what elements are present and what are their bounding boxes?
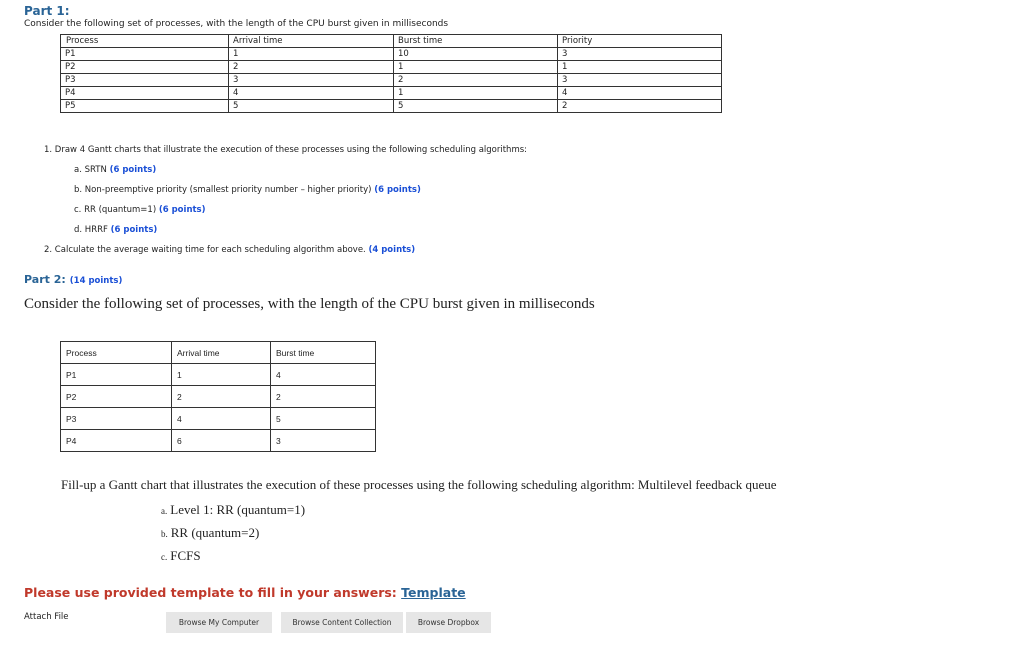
table-cell: P1 — [61, 364, 172, 386]
part1-process-table — [60, 34, 722, 113]
question-1a-points: (6 points) — [109, 165, 157, 175]
table-header-cell: Process — [61, 342, 172, 364]
browse-content-collection-button[interactable]: Browse Content Collection — [281, 612, 403, 633]
question-1: 1. Draw 4 Gantt charts that illustrate the execution of these processes using the following scheduling algorithms: — [44, 145, 528, 155]
table-cell: 1 — [558, 61, 722, 74]
table-header-row — [61, 35, 722, 48]
table-header-cell: Priority — [558, 35, 722, 48]
part2-title — [24, 273, 122, 286]
table-cell: 1 — [172, 364, 271, 386]
table-row — [61, 408, 376, 430]
table-cell: P5 — [61, 100, 229, 113]
table-cell: 2 — [172, 386, 271, 408]
level-text: Level 1: RR (quantum=1) — [170, 502, 306, 517]
table-cell: 5 — [394, 100, 558, 113]
table-cell: P3 — [61, 408, 172, 430]
table-cell: 1 — [394, 61, 558, 74]
table-header-cell: Arrival time — [229, 35, 394, 48]
template-notice-text: Please use provided template to fill in your answers: — [24, 585, 397, 600]
table-cell: 3 — [229, 74, 394, 87]
browse-dropbox-button[interactable]: Browse Dropbox — [406, 612, 491, 633]
part2-title-text: Part 2: — [24, 273, 66, 286]
table-cell: 3 — [271, 430, 376, 452]
table-cell: P1 — [61, 48, 229, 61]
question-1b-points: (6 points) — [374, 185, 421, 195]
question-1a — [74, 165, 156, 175]
question-1b — [74, 185, 421, 195]
table-cell: 2 — [229, 61, 394, 74]
table-row — [61, 386, 376, 408]
question-1b-label: b. Non-preemptive priority (smallest priority number – higher priority) — [74, 185, 372, 195]
part2-process-table — [60, 341, 376, 452]
question-1c-label: c. RR (quantum=1) — [74, 205, 157, 215]
table-row — [61, 364, 376, 386]
table-row — [61, 74, 722, 87]
table-cell: P3 — [61, 74, 229, 87]
table-row — [61, 61, 722, 74]
question-2-text: 2. Calculate the average waiting time for each scheduling algorithm above. — [44, 245, 366, 255]
level-text: FCFS — [170, 548, 201, 563]
table-cell: 4 — [229, 87, 394, 100]
part2-instruction: Fill-up a Gantt chart that illustrates the execution of these processes using the following scheduling algorithm: Multilevel feedback queue — [61, 477, 777, 492]
question-1d-label: d. HRRF — [74, 225, 108, 235]
template-notice — [24, 585, 466, 600]
table-row — [61, 100, 722, 113]
table-cell: 4 — [172, 408, 271, 430]
table-cell: 5 — [271, 408, 376, 430]
table-header-cell: Arrival time — [172, 342, 271, 364]
question-1d — [74, 225, 157, 235]
table-row — [61, 430, 376, 452]
level-marker: c. — [161, 552, 168, 562]
table-header-cell: Process — [61, 35, 229, 48]
table-cell: 1 — [229, 48, 394, 61]
table-cell: 2 — [271, 386, 376, 408]
level-item-a — [161, 502, 305, 518]
table-cell: 10 — [394, 48, 558, 61]
table-header-cell: Burst time — [271, 342, 376, 364]
part1-intro: Consider the following set of processes, with the length of the CPU burst given in milliseconds — [24, 19, 449, 29]
part2-intro: Consider the following set of processes, with the length of the CPU burst given in milliseconds — [24, 296, 595, 312]
level-marker: b. — [161, 529, 168, 539]
part1-title: Part 1: — [24, 4, 70, 18]
table-cell: 4 — [558, 87, 722, 100]
table-cell: 4 — [271, 364, 376, 386]
browse-my-computer-button[interactable]: Browse My Computer — [166, 612, 272, 633]
question-1c-points: (6 points) — [158, 205, 206, 215]
question-1a-label: a. SRTN — [74, 165, 107, 175]
question-2 — [44, 245, 415, 255]
table-row — [61, 48, 722, 61]
level-item-c — [161, 548, 201, 564]
attach-file-label: Attach File — [24, 612, 69, 622]
level-text: RR (quantum=2) — [170, 525, 260, 540]
table-cell: 1 — [394, 87, 558, 100]
table-header-row — [61, 342, 376, 364]
table-cell: 5 — [229, 100, 394, 113]
question-1d-points: (6 points) — [110, 225, 158, 235]
level-marker: a. — [161, 506, 168, 516]
table-cell: P4 — [61, 87, 229, 100]
table-header-cell: Burst time — [394, 35, 558, 48]
table-row — [61, 87, 722, 100]
table-cell: 2 — [394, 74, 558, 87]
part2-points: (14 points) — [69, 276, 123, 286]
table-cell: 6 — [172, 430, 271, 452]
table-cell: P4 — [61, 430, 172, 452]
table-cell: P2 — [61, 386, 172, 408]
level-item-b — [161, 525, 259, 541]
table-cell: 3 — [558, 48, 722, 61]
question-2-points: (4 points) — [368, 245, 416, 255]
table-cell: 3 — [558, 74, 722, 87]
table-cell: P2 — [61, 61, 229, 74]
template-link[interactable]: Template — [401, 585, 466, 600]
table-cell: 2 — [558, 100, 722, 113]
question-1c — [74, 205, 206, 215]
